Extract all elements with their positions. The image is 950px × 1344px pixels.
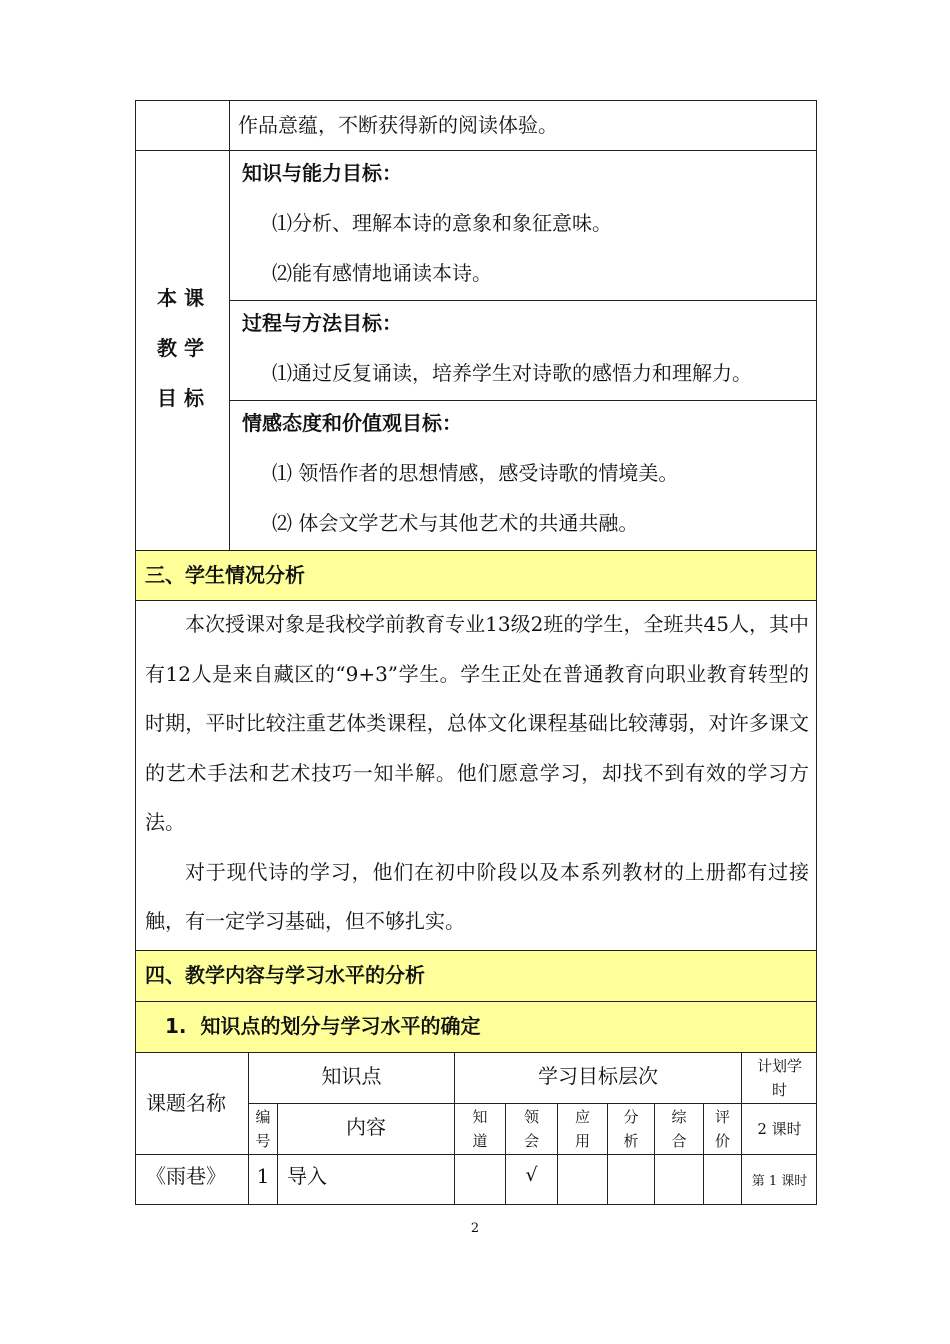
process-objective-heading: 过程与方法目标： <box>242 311 402 335</box>
level-header: 学习目标层次 <box>538 1064 658 1088</box>
level-comprehend-line-2: 会 <box>523 1132 539 1150</box>
level-synthesize-line-2: 合 <box>671 1132 687 1150</box>
level-synthesize-line-1: 综 <box>671 1108 687 1126</box>
table-row-plan: 第 1 课时 <box>751 1174 808 1189</box>
level-analyze-line-1: 分 <box>623 1108 639 1126</box>
section3-paragraph-1: 本次授课对象是我校学前教育专业13级2班的学生，全班共45人，其中有12人是来自藏区的“9+3”学生。学生正处在普通教育向职业教育转型的时期，平时比较注重艺体类课程，总体文化课程基础比较薄弱，对许多课文的艺术手法和艺术技巧一知半解。他们愿意学习，却找不到有效的学习方法。 <box>145 612 809 834</box>
section3-paragraph-2: 对于现代诗的学习，他们在初中阶段以及本系列教材的上册都有过接触，有一定学习基础，但不够扎实。 <box>145 859 809 933</box>
knowledge-objective-item-2: ⑵能有感情地诵读本诗。 <box>272 261 492 285</box>
course-name-header: 课题名称 <box>146 1091 226 1115</box>
number-header-line-2: 号 <box>255 1132 271 1150</box>
section4-heading: 四、教学内容与学习水平的分析 <box>145 963 425 987</box>
emotion-objective-item-1: ⑴ 领悟作者的思想情感，感受诗歌的情境美。 <box>272 461 679 485</box>
objectives-label-line-3: 目 标 <box>157 386 204 410</box>
level-comprehend-line-1: 领 <box>523 1108 539 1126</box>
level-analyze-line-2: 析 <box>623 1132 639 1150</box>
plan-header-line-1: 计划学 <box>756 1057 802 1075</box>
level-evaluate-line-1: 评 <box>714 1108 730 1126</box>
process-objective-item-1: ⑴通过反复诵读，培养学生对诗歌的感悟力和理解力。 <box>272 361 752 385</box>
emotion-objective-item-2: ⑵ 体会文学艺术与其他艺术的共通共融。 <box>272 511 639 535</box>
level-apply-line-1: 应 <box>574 1108 590 1126</box>
table-row-content: 导入 <box>287 1164 327 1188</box>
level-know-line-2: 道 <box>472 1132 488 1150</box>
page-number: 2 <box>470 1221 480 1236</box>
knowledge-point-header: 知识点 <box>321 1064 382 1088</box>
number-header-line-1: 编 <box>255 1108 271 1126</box>
top-row-text: 作品意蕴，不断获得新的阅读体验。 <box>238 113 558 137</box>
section3-body <box>145 600 809 947</box>
knowledge-objective-heading: 知识与能力目标： <box>242 161 402 185</box>
level-apply-line-2: 用 <box>574 1132 590 1150</box>
knowledge-objective-item-1: ⑴分析、理解本诗的意象和象征意味。 <box>272 211 612 235</box>
section4-subheading: 1. 知识点的划分与学习水平的确定 <box>165 1014 481 1038</box>
table-row-course: 《雨巷》 <box>146 1164 226 1188</box>
content-header: 内容 <box>346 1115 386 1139</box>
table-row-number: 1 <box>256 1164 270 1188</box>
objectives-label-line-1: 本 课 <box>157 286 204 310</box>
table-row-check-mark: √ <box>525 1164 538 1186</box>
plan-hours: 2 课时 <box>757 1120 802 1138</box>
plan-header-line-2: 时 <box>771 1081 787 1099</box>
objectives-label-line-2: 教 学 <box>157 336 204 360</box>
level-evaluate-line-2: 价 <box>714 1132 730 1150</box>
level-know-line-1: 知 <box>472 1108 488 1126</box>
emotion-objective-heading: 情感态度和价值观目标： <box>242 411 462 435</box>
section3-heading: 三、学生情况分析 <box>145 563 305 587</box>
